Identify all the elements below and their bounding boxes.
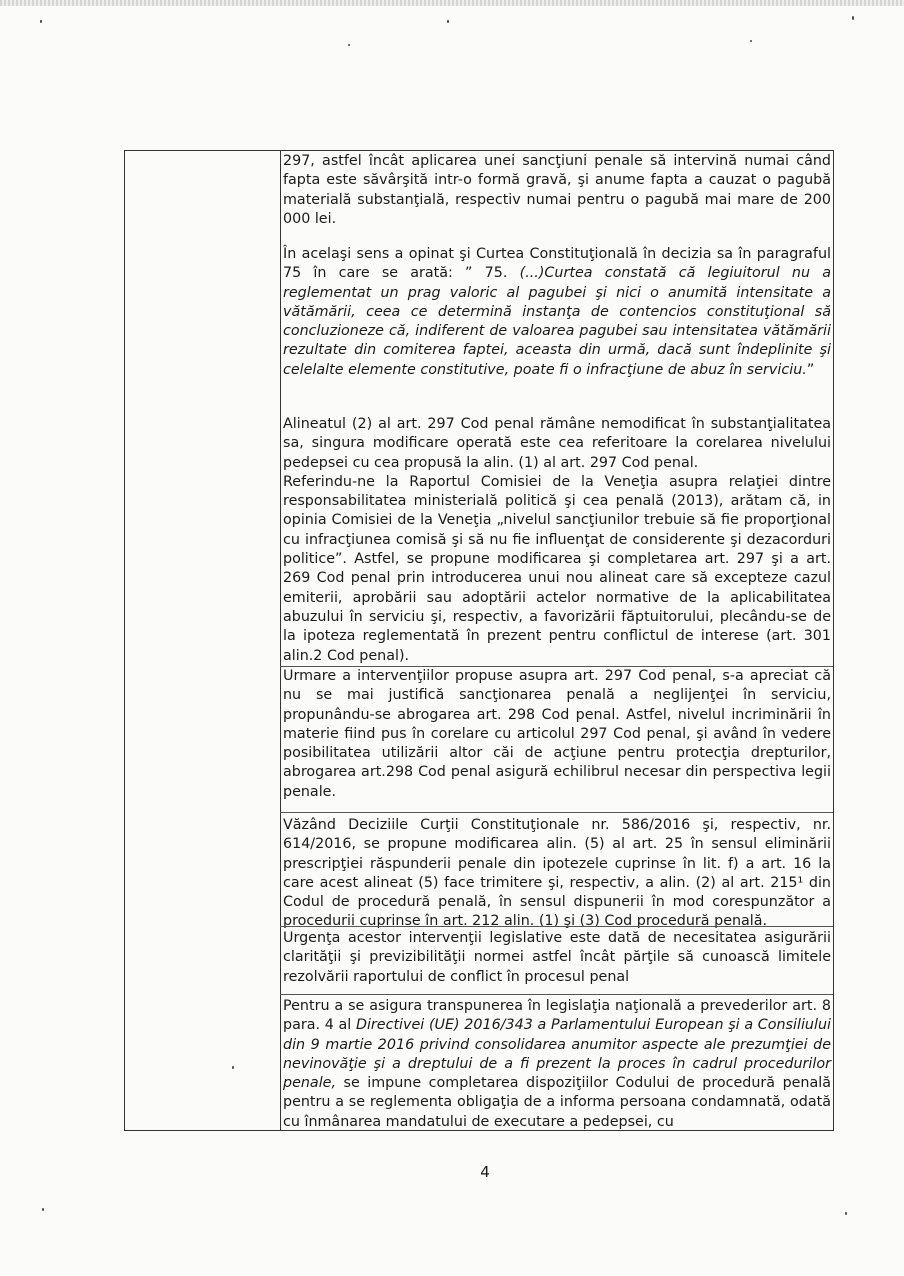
scan-speck bbox=[447, 20, 449, 23]
paragraph-intro-text: În acelaşi sens a opinat şi Curtea Constituţională în decizia sa în paragraful 75 în care se arată: ” 75. bbox=[283, 246, 831, 282]
scan-speck bbox=[40, 20, 42, 23]
scan-speck bbox=[852, 16, 854, 20]
paragraph-prag-valoric: 297, astfel încât aplicarea unei sancţiuni penale să intervină numai când fapta este săvârşită intr-o formă gravă, şi anume fapta a cauzat o pagubă materială substanţială, respectiv numai pentru o pagubă mai mare de 200 000 lei. bbox=[283, 153, 831, 227]
paragraph-urgenta: Urgenţa acestor intervenţii legislative este dată de necesitatea asigurării clarităţii şi previzibilităţii normei astfel încât părţile să cunoască limitele rezolvării raportului de conflict în procesul penal bbox=[283, 930, 831, 985]
table-left-column bbox=[124, 150, 281, 1130]
paragraph-decizii-curtea: Văzând Deciziile Curţii Constituţionale nr. 586/2016 şi, respectiv, nr. 614/2016, se propune modificarea alin. (5) al art. 25 în sensul eliminării prescripţiei răspunderii penale din ipotezele cuprinse în lit. f) a art. 16 la care acest alineat (5) face trimitere şi, respectiv, a alin. (2) al art. 215¹ din Codul de procedură penală, în sensul dispunerii în mod corespunzător a procedurii cuprinse în art. 212 alin. (1) şi (3) Cod procedură penală. bbox=[283, 817, 831, 930]
paragraph-comisia-venetia: Referindu-ne la Raportul Comisiei de la Veneţia asupra relaţiei dintre responsabilitatea ministerială politică şi cea penală (2013), arătam că, in opinia Comisiei de la Veneţia „nivelul sancţiunilor trebuie să fie proporţional cu infracţiunea comisă şi să nu fie influenţat de considerente şi dezacorduri politice”. Astfel, se propune modificarea şi completarea art. 297 şi a art. 269 Cod penal prin introducerea unui nou alineat care să excepteze cazul emiterii, aprobării sau adoptării actelor normative de la aplicabilitatea abuzului în serviciu şi, respectiv, a favorizării făptuitorului, plecându-se de la ipoteza reglementată în prezent pentru conflictul de interese (art. 301 alin.2 Cod penal). bbox=[283, 473, 831, 664]
scan-speck bbox=[348, 44, 350, 46]
row-separator bbox=[280, 812, 833, 813]
row-separator bbox=[280, 926, 833, 927]
quote-close: ” bbox=[806, 361, 815, 378]
paragraph-alineat-text: Alineatul (2) al art. 297 Cod penal rămâne nemodificat în substanţialitatea sa, singura modificare operată este cea referitoare la corelarea nivelului pedepsei cu cea propusă la alin. (1) al art. 297 Cod penal. bbox=[283, 416, 831, 471]
quote-text: (...)Curtea constată că legiuitorul nu a reglementat un prag valoric al pagubei şi nici o anumită intensitate a vătămării, ceea ce determină instanţa de contencios constituţional să concluzioneze că, indiferent de valoarea pagubei sau intensitatea vătămării rezultate din comiterea faptei, aceasta din urmă, dacă sunt îndeplinite şi celelalte elemente constitutive, poate fi o infracţiune de abuz în serviciu. bbox=[283, 265, 831, 378]
directive-intro-text: Pentru a se asigura transpunerea în legislaţia naţională a prevederilor art. 8 para. 4 al bbox=[283, 998, 831, 1034]
paragraph-curtea-constitutionala bbox=[283, 245, 831, 380]
directive-tail-text: se impune completarea dispoziţiilor Codului de procedură penală pentru a se reglementa obligaţia de a informa persoana condamnată, odată cu înmânarea mandatului de executare a pedepsei, cu bbox=[283, 1075, 831, 1130]
paragraph-directiva bbox=[283, 997, 831, 1132]
scan-edge bbox=[0, 0, 904, 6]
scan-speck bbox=[42, 1208, 44, 1211]
paragraph-neglijenta-serviciu: Urmare a intervenţiilor propuse asupra art. 297 Cod penal, s-a apreciat că nu se mai justifică sancţionarea penală a neglijenţei în serviciu, propunându-se abrogarea art. 298 Cod penal. Astfel, nivelul incriminării în materie fiind pus în corelare cu articolul 297 Cod penal, şi având în vedere posibilitatea utilizării altor căi de acţiune pentru protecţia drepturilor, abrogarea art.298 Cod penal asigură echilibrul necesar din perspectiva legii penale. bbox=[283, 668, 831, 800]
page-number: 4 bbox=[480, 1163, 490, 1181]
scan-speck bbox=[845, 1212, 847, 1215]
paragraph-alineatul-2 bbox=[283, 415, 831, 666]
row-separator bbox=[280, 994, 833, 995]
directive-title: Directivei (UE) 2016/343 a Parlamentului European şi a Consiliului din 9 martie 2016 privind consolidarea anumitor aspecte ale prezumţiei de nevinovăţie şi a dreptului de a fi prezent la proces în cadrul procedurilor penale, bbox=[283, 1017, 831, 1092]
scan-speck bbox=[750, 40, 752, 42]
